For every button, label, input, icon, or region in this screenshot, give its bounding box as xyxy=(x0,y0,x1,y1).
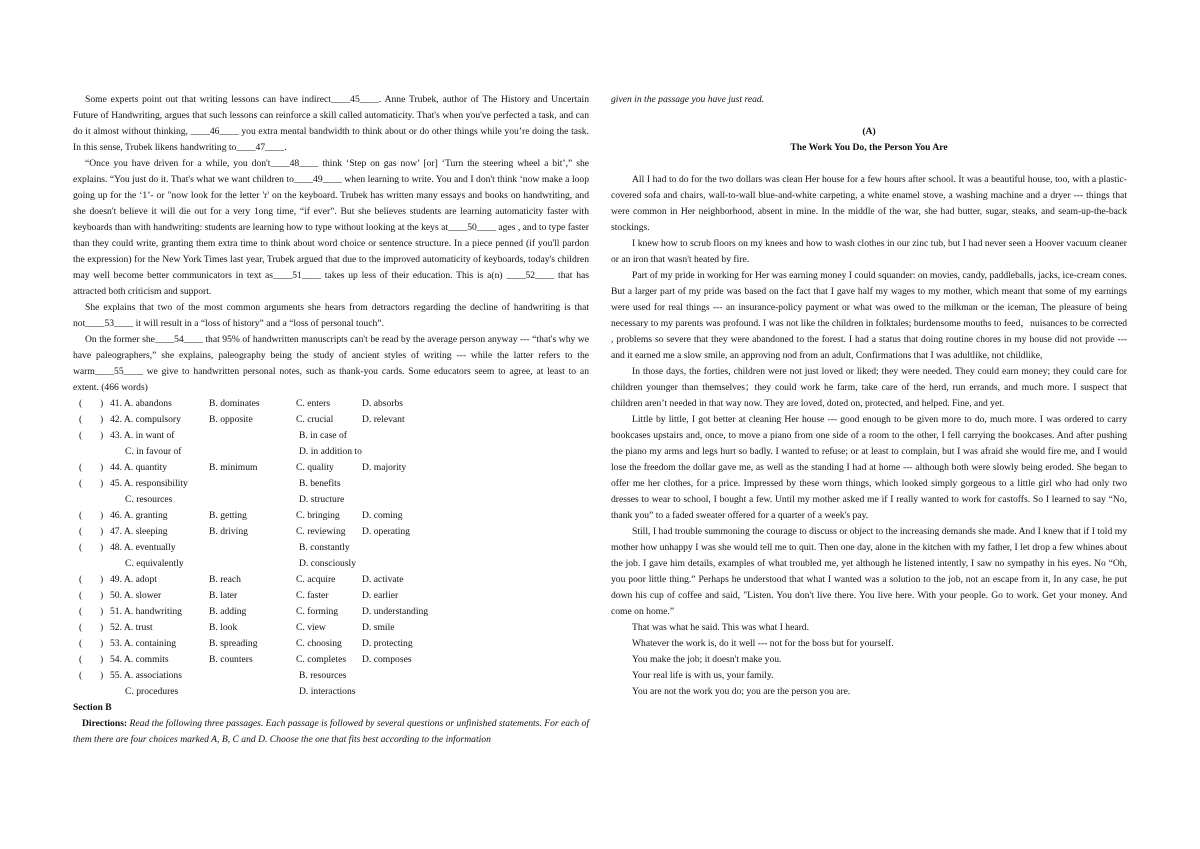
answer-paren-close: ) xyxy=(100,638,104,649)
option-a: 50. A. slower xyxy=(110,590,162,601)
option-c: C. completes xyxy=(296,654,347,665)
answer-paren-open: ( xyxy=(79,670,83,681)
question-list xyxy=(73,396,589,700)
option-d: D. relevant xyxy=(362,414,405,425)
answer-paren-close: ) xyxy=(100,510,104,521)
question-row xyxy=(73,428,589,444)
cloze-paragraph: On the former she____54____ that 95% of handwritten manuscripts can't be read by the average person anyway --- “that's why we have paleographers,” she explains, paleography being the study of ancient styles of writing --- while the latter refers to the warm____55____ we give to handwritten personal notes, such as thank-you cards. Some educators seem to agree, at least to an extent. (466 words) xyxy=(73,334,589,393)
question-row xyxy=(73,476,589,492)
question-row xyxy=(73,620,589,636)
option-c: C. view xyxy=(296,622,326,633)
option-c: C. in favour of xyxy=(125,446,182,457)
answer-paren-close: ) xyxy=(100,462,104,473)
answer-paren-close: ) xyxy=(100,478,104,489)
option-a: 53. A. containing xyxy=(110,638,177,649)
option-c: C. crucial xyxy=(296,414,334,425)
option-c: C. choosing xyxy=(296,638,342,649)
answer-paren-close: ) xyxy=(100,542,104,553)
answer-paren-open: ( xyxy=(79,542,83,553)
option-a: 45. A. responsibility xyxy=(110,478,188,489)
option-d: D. protecting xyxy=(362,638,413,649)
closing-line: Whatever the work is, do it well --- not for the boss but for yourself. xyxy=(632,638,894,649)
answer-paren-close: ) xyxy=(100,414,104,425)
option-a: 42. A. compulsory xyxy=(110,414,181,425)
answer-paren-close: ) xyxy=(100,398,104,409)
right-column xyxy=(611,92,1127,700)
cloze-paragraph: “Once you have driven for a while, you don't____48____ think ‘Step on gas now’ [or] ‘Turn the steering wheel a bit’,” she explains. “You just do it. That's what we want children to____49____ when learning to write. You and I don't think ‘now make a loop going up for the ‘1’- or "now look for the letter 'r' on the keyboard. Trubek has written many essays and books on handwriting, and she doesn't believe it will die out for a very 1ong time, “if ever”. But she believes students are learning automaticity faster with keyboards than with handwriting: students are learning how to type without looking at the keys at____50____ ages , and to type faster than they could write, granting them extra time to think about word choice or sentence structure. In a piece penned (if you'll pardon the expression) for the New York Times last year, Trubek argued that due to the improved automaticity of keyboards, today's children may well become better communicators in text as____51____ takes up less of their education. This is a(n) ____52____ that has attracted both criticism and support. xyxy=(73,158,589,297)
option-b: B. constantly xyxy=(299,542,350,553)
answer-paren-open: ( xyxy=(79,462,83,473)
question-row xyxy=(73,604,589,620)
option-c: C. bringing xyxy=(296,510,340,521)
option-c: C. resources xyxy=(125,494,173,505)
answer-paren-close: ) xyxy=(100,606,104,617)
cloze-paragraph: She explains that two of the most common arguments she hears from detractors regarding the decline of handwriting is that not____53____ it will result in a “loss of history” and a “loss of personal touch”. xyxy=(73,302,589,329)
answer-paren-open: ( xyxy=(79,606,83,617)
option-d: D. structure xyxy=(299,494,345,505)
option-c: C. forming xyxy=(296,606,339,617)
passage-paragraph: Little by little, I got better at cleaning Her house --- good enough to be given more to do, much more. I was ordered to carry bookcases upstairs and, once, to move a piano from one side of a room to the other, I fell carrying the bookcases. And after pushing the piano my arms and legs hurt so badly. I wanted to refuse; or at least to complain, but I was afraid she would fire me, and I would lose the freedom the dollar gave me, as well as the standing I had at home --- although both were slowly being eroded. She began to offer me her clothes, for a price. Impressed by these worn things, which looked simply gorgeous to a little girl who had only two dresses to wear to school, I bought a few. Until my mother asked me if I really wanted to work for castoffs. So I learned to say “No, thank you” to a faded sweater offered for a quarter of a week's pay. xyxy=(611,414,1127,521)
directions-label: Directions: xyxy=(82,718,128,729)
question-row xyxy=(73,572,589,588)
option-b: B. dominates xyxy=(209,398,260,409)
answer-paren-open: ( xyxy=(79,526,83,537)
question-row xyxy=(73,508,589,524)
answer-paren-close: ) xyxy=(100,430,104,441)
option-c: C. equivalently xyxy=(125,558,184,569)
question-row-continued xyxy=(73,444,589,460)
section-b-title: Section B xyxy=(73,702,112,713)
question-row xyxy=(73,540,589,556)
question-row xyxy=(73,668,589,684)
passage-paragraph: All I had to do for the two dollars was clean Her house for a few hours after school. It was a beautiful house, too, with a plastic-covered sofa and chairs, wall-to-wall blue-and-white carpeting, a white enamel stove, a washing machine and a dryer --- things that were common in Her neighborhood, absent in mine. In the middle of the war, she had butter, sugar, steaks, and seam-up-the-back stockings. xyxy=(611,174,1127,233)
question-row xyxy=(73,636,589,652)
answer-paren-close: ) xyxy=(100,526,104,537)
closing-line: That was what he said. This was what I heard. xyxy=(632,622,809,633)
option-b: B. reach xyxy=(209,574,241,585)
option-a: 41. A. abandons xyxy=(110,398,172,409)
option-c: C. reviewing xyxy=(296,526,346,537)
answer-paren-open: ( xyxy=(79,654,83,665)
answer-paren-close: ) xyxy=(100,654,104,665)
answer-paren-open: ( xyxy=(79,590,83,601)
question-row-continued xyxy=(73,684,589,700)
answer-paren-open: ( xyxy=(79,478,83,489)
option-b: B. spreading xyxy=(209,638,258,649)
option-d: D. consciously xyxy=(299,558,357,569)
answer-paren-open: ( xyxy=(79,398,83,409)
option-b: B. adding xyxy=(209,606,247,617)
option-c: C. procedures xyxy=(125,686,179,697)
passage-paragraph: Part of my pride in working for Her was earning money I could squander: on movies, candy, paddleballs, jacks, ice-cream cones. But a larger part of my pride was based on the fact that I gave half my wages to my mother, which meant that some of my earnings were used for real things --- an insurance-policy payment or what was owed to the milkman or the iceman, The pleasure of being necessary to my parents was profound. I was not like the children in folktales; burdensome mouths to feed，nuisances to be corrected , problems so severe that they were abandoned to the forest. I had a status that doing routine chores in my house did not provide ---and it earned me a slow smile, an approving nod from an adult, Confirmations that I was adultlike, not childlike, xyxy=(611,270,1127,361)
option-b: B. driving xyxy=(209,526,248,537)
option-c: C. enters xyxy=(296,398,331,409)
option-b: B. later xyxy=(209,590,238,601)
question-row xyxy=(73,652,589,668)
option-b: B. minimum xyxy=(209,462,258,473)
option-b: B. counters xyxy=(209,654,253,665)
cloze-paragraph: Some experts point out that writing lessons can have indirect____45____. Anne Trubek, author of The History and Uncertain Future of Handwriting, argues that such lessons can reinforce a skill called automaticity. That's when you've perfected a task, and can do it almost without thinking, ____46____ you extra mental bandwidth to think about or do other things while you’re doing the task. In this sense, Trubek likens handwriting to____47____. xyxy=(73,94,589,153)
option-a: 55. A. associations xyxy=(110,670,182,681)
passage-paragraph: I knew how to scrub floors on my knees and how to wash clothes in our zinc tub, but I had never seen a Hoover vacuum cleaner or an iron that wasn't heated by fire. xyxy=(611,238,1127,265)
answer-paren-open: ( xyxy=(79,414,83,425)
option-a: 47. A. sleeping xyxy=(110,526,168,537)
answer-paren-open: ( xyxy=(79,574,83,585)
option-a: 46. A. granting xyxy=(110,510,168,521)
closing-line: You are not the work you do; you are the person you are. xyxy=(632,686,851,697)
passage-paragraph: In those days, the forties, children were not just loved or liked; they were needed. They could earn money; they could care for children younger than themselves；they could work he farm, take care of the herd, run errands, and much more. I suspect that children aren’t needed in that way now. They are loved, doted on, protected, and helped. Fine, and yet. xyxy=(611,366,1127,409)
section-b-directions xyxy=(73,716,589,748)
passage-label: (A) xyxy=(862,126,876,137)
answer-paren-close: ) xyxy=(100,670,104,681)
option-a: 51. A. handwriting xyxy=(110,606,182,617)
option-b: B. resources xyxy=(299,670,347,681)
option-a: 54. A. commits xyxy=(110,654,169,665)
left-column xyxy=(73,92,589,748)
answer-paren-close: ) xyxy=(100,590,104,601)
option-b: B. look xyxy=(209,622,238,633)
question-row-continued xyxy=(73,492,589,508)
question-row xyxy=(73,396,589,412)
option-b: B. in case of xyxy=(299,430,347,441)
option-d: D. understanding xyxy=(362,606,429,617)
answer-paren-open: ( xyxy=(79,638,83,649)
option-c: C. acquire xyxy=(296,574,336,585)
passage-paragraph: Still, I had trouble summoning the courage to discuss or object to the increasing demands she made. And I knew that if I told my mother how unhappy I was she would tell me to quit. Then one day, alone in the kitchen with my father, I let drop a few whines about the job. I gave him details, examples of what troubled me, yet although he listened intently, I saw no sympathy in his eyes. No “Oh, you poor little thing.” Perhaps he understood that what I wanted was a solution to the job, not an escape from it, In any case, he put down his cup of coffee and said, "Listen. You don't live there. You live here. With your people. Go to work. Get your money. And come on home.” xyxy=(611,526,1127,617)
question-row xyxy=(73,524,589,540)
option-d: D. absorbs xyxy=(362,398,404,409)
answer-paren-close: ) xyxy=(100,622,104,633)
question-row xyxy=(73,588,589,604)
directions-text: Read the following three passages. Each passage is followed by several questions or unfinished statements. For each of them there are four choices marked A, B, C and D. Choose the one that fits best according to the information xyxy=(73,718,590,745)
option-a: 48. A. eventually xyxy=(110,542,176,553)
answer-paren-open: ( xyxy=(79,430,83,441)
option-d: D. majority xyxy=(362,462,407,473)
passage-title: The Work You Do, the Person You Are xyxy=(790,142,948,153)
question-row xyxy=(73,460,589,476)
option-d: D. interactions xyxy=(299,686,356,697)
directions-continued: given in the passage you have just read. xyxy=(611,94,765,105)
closing-line: You make the job; it doesn't make you. xyxy=(632,654,782,665)
option-d: D. composes xyxy=(362,654,412,665)
option-d: D. earlier xyxy=(362,590,399,601)
answer-paren-close: ) xyxy=(100,574,104,585)
option-d: D. activate xyxy=(362,574,404,585)
option-b: B. opposite xyxy=(209,414,253,425)
option-d: D. smile xyxy=(362,622,395,633)
option-d: D. coming xyxy=(362,510,403,521)
option-b: B. getting xyxy=(209,510,247,521)
option-a: 43. A. in want of xyxy=(110,430,175,441)
question-row xyxy=(73,412,589,428)
option-d: D. in addition to xyxy=(299,446,362,457)
answer-paren-open: ( xyxy=(79,622,83,633)
option-d: D. operating xyxy=(362,526,410,537)
option-b: B. benefits xyxy=(299,478,341,489)
option-a: 52. A. trust xyxy=(110,622,153,633)
option-c: C. quality xyxy=(296,462,334,473)
option-c: C. faster xyxy=(296,590,329,601)
question-row-continued xyxy=(73,556,589,572)
answer-paren-open: ( xyxy=(79,510,83,521)
closing-line: Your real life is with us, your family. xyxy=(632,670,774,681)
option-a: 49. A. adopt xyxy=(110,574,157,585)
option-a: 44. A. quantity xyxy=(110,462,168,473)
